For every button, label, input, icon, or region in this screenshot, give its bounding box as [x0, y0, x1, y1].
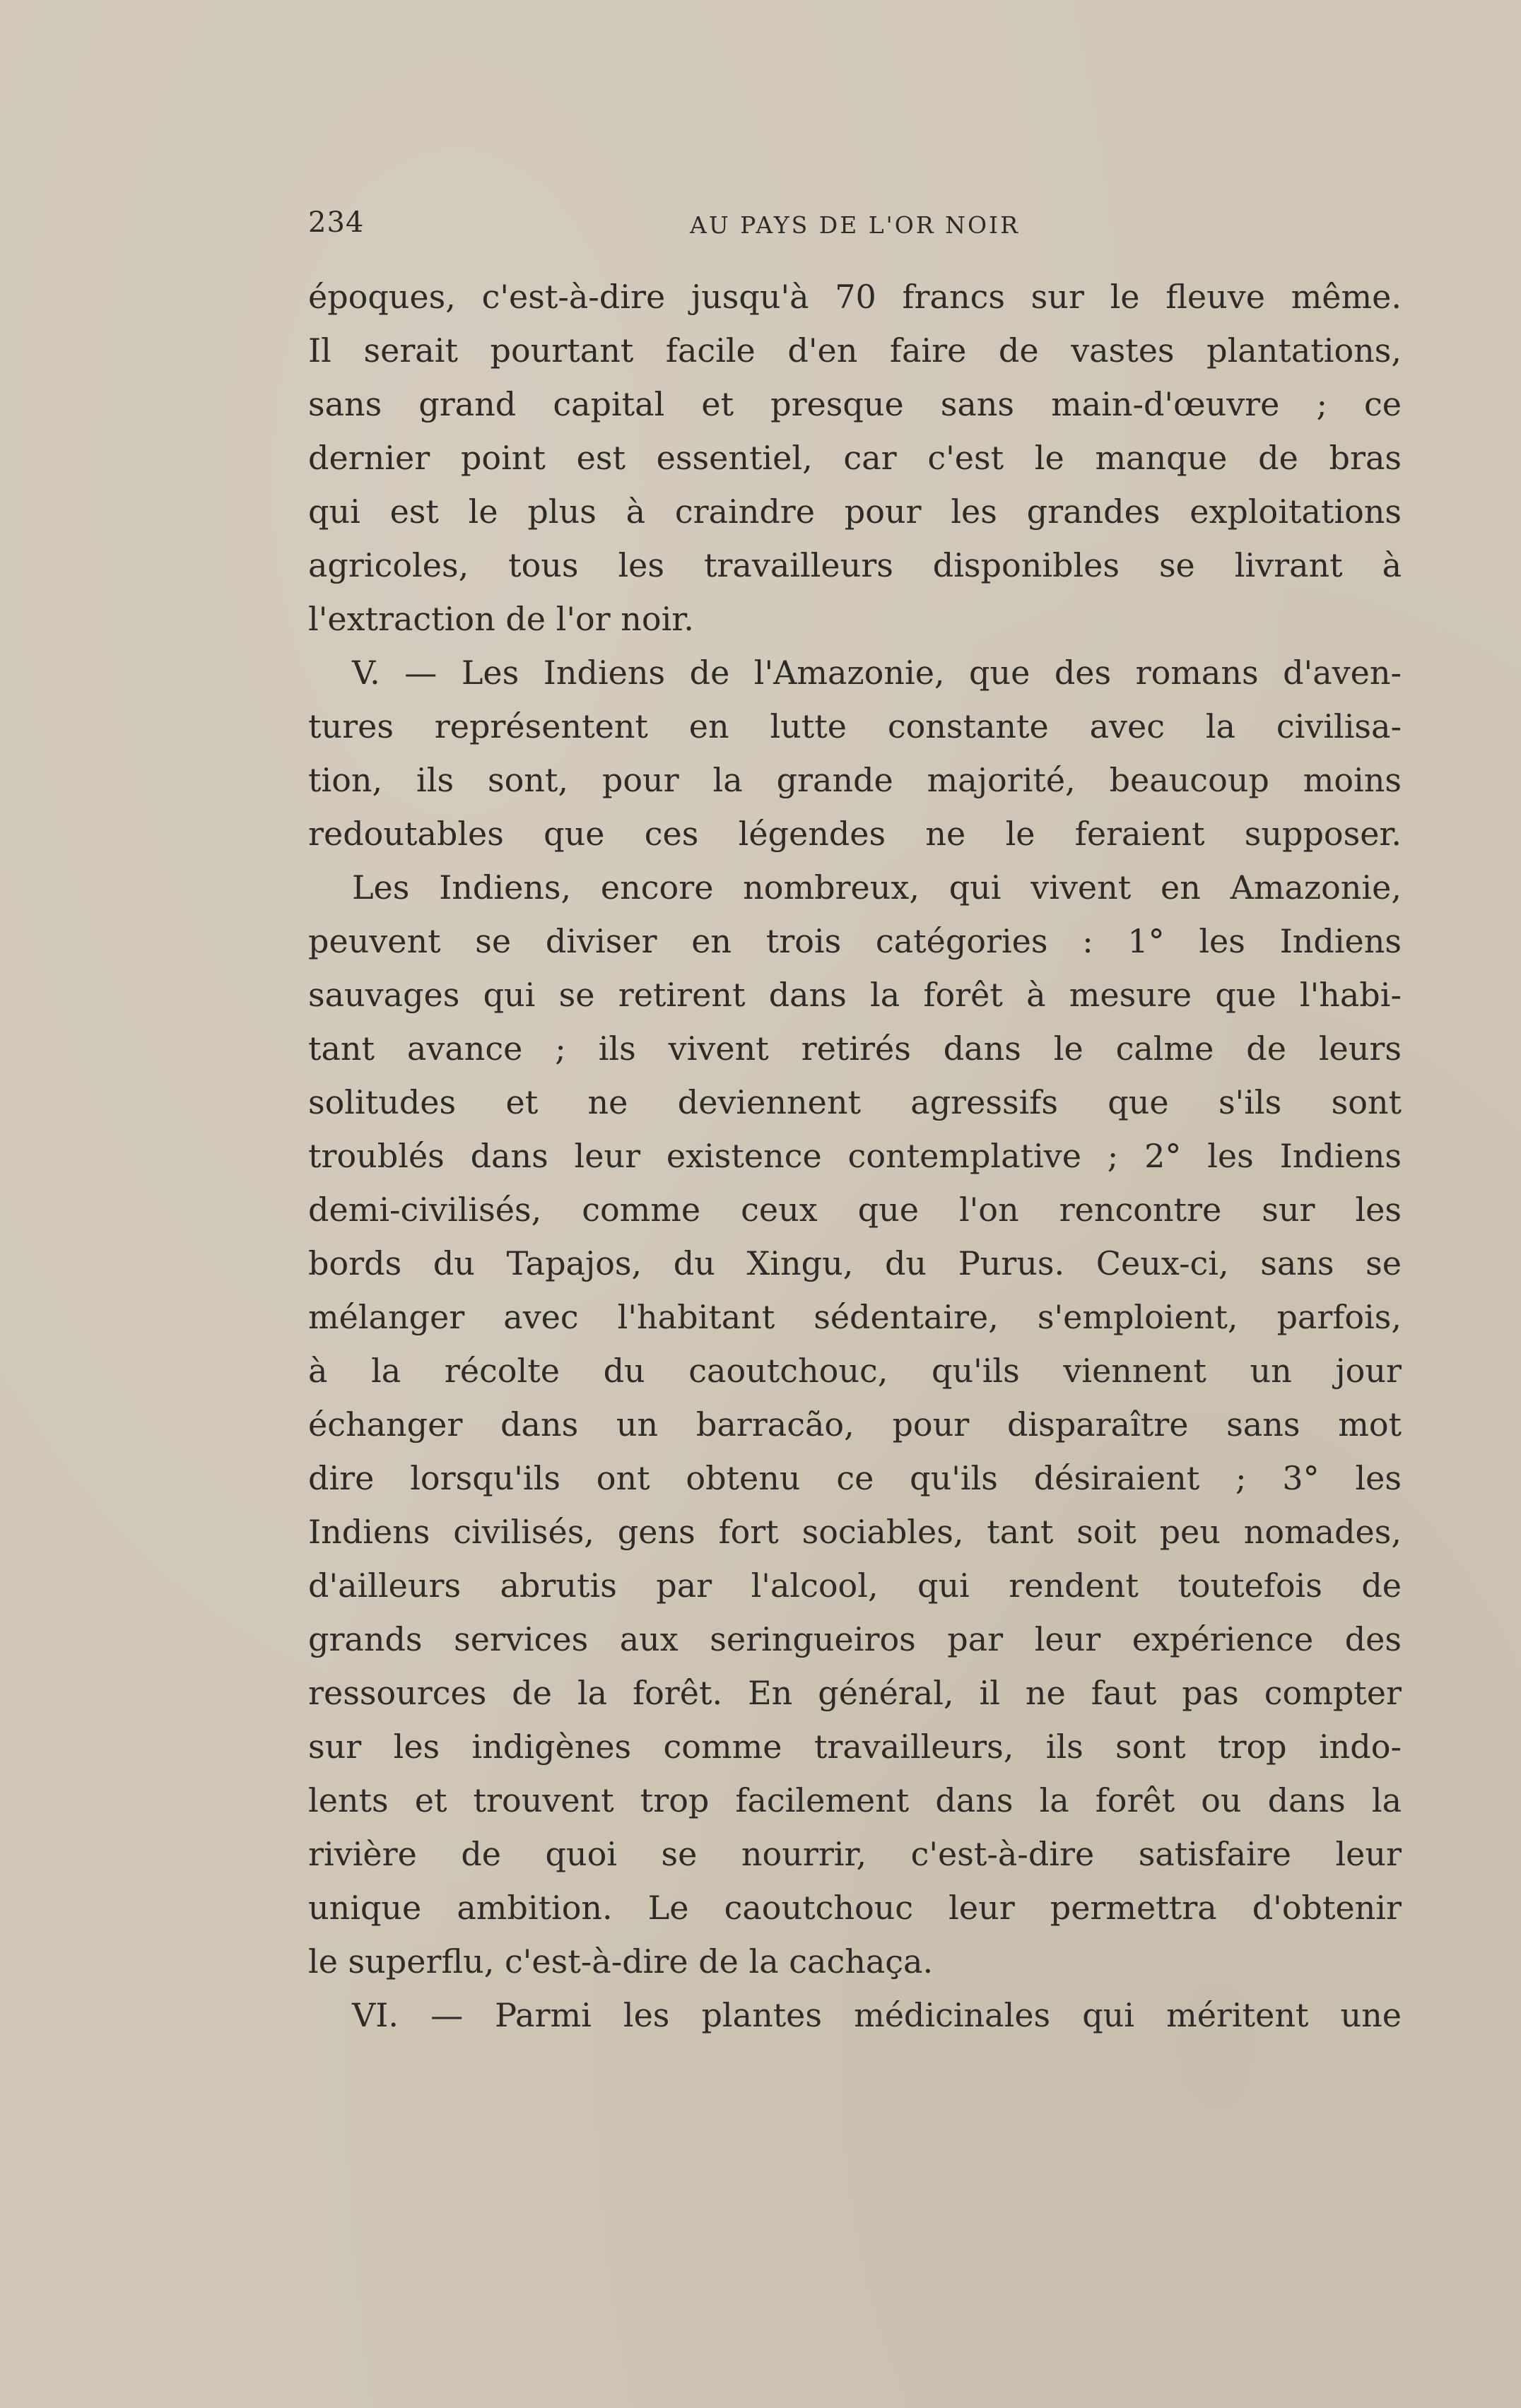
- body-text: [308, 270, 1402, 2042]
- text-line: agricoles, tous les travailleurs disponibles se livrant à: [308, 546, 1402, 584]
- text-line: tion, ils sont, pour la grande majorité, beaucoup moins: [308, 761, 1402, 799]
- text-line: VI. — Parmi les plantes médicinales qui méritent une: [352, 1996, 1402, 2034]
- running-title: AU PAYS DE L'OR NOIR: [690, 211, 1020, 239]
- text-line: Indiens civilisés, gens fort sociables, tant soit peu nomades,: [308, 1513, 1402, 1551]
- text-line: dernier point est essentiel, car c'est le manque de bras: [308, 439, 1402, 477]
- text-line: unique ambition. Le caoutchouc leur permettra d'obtenir: [308, 1889, 1402, 1927]
- text-line: Les Indiens, encore nombreux, qui vivent en Amazonie,: [352, 868, 1402, 907]
- text-line: mélanger avec l'habitant sédentaire, s'emploient, parfois,: [308, 1298, 1402, 1336]
- text-line: sauvages qui se retirent dans la forêt à mesure que l'habi-: [308, 976, 1402, 1014]
- text-line: tures représentent en lutte constante avec la civilisa-: [308, 707, 1402, 745]
- page-number: 234: [308, 206, 365, 239]
- text-line: bords du Tapajos, du Xingu, du Purus. Ceux-ci, sans se: [308, 1244, 1402, 1282]
- text-line: l'extraction de l'or noir.: [308, 600, 694, 638]
- text-line: époques, c'est-à-dire jusqu'à 70 francs sur le fleuve même.: [308, 278, 1402, 316]
- text-line: demi-civilisés, comme ceux que l'on rencontre sur les: [308, 1191, 1402, 1229]
- text-line: redoutables que ces légendes ne le feraient supposer.: [308, 815, 1402, 853]
- text-line: d'ailleurs abrutis par l'alcool, qui rendent toutefois de: [308, 1566, 1402, 1605]
- text-line: à la récolte du caoutchouc, qu'ils viennent un jour: [308, 1352, 1402, 1390]
- text-line: échanger dans un barracão, pour disparaître sans mot: [308, 1405, 1402, 1444]
- text-line: V. — Les Indiens de l'Amazonie, que des romans d'aven-: [352, 654, 1402, 692]
- text-line: ressources de la forêt. En général, il ne faut pas compter: [308, 1674, 1402, 1712]
- text-line: qui est le plus à craindre pour les grandes exploitations: [308, 492, 1402, 531]
- text-line: le superflu, c'est-à-dire de la cachaça.: [308, 1942, 934, 1981]
- page-header: [308, 201, 1402, 244]
- text-line: solitudes et ne deviennent agressifs que s'ils sont: [308, 1083, 1402, 1121]
- text-line: lents et trouvent trop facilement dans la forêt ou dans la: [308, 1781, 1402, 1819]
- text-line: tant avance ; ils vivent retirés dans le calme de leurs: [308, 1029, 1402, 1068]
- text-line: grands services aux seringueiros par leur expérience des: [308, 1620, 1402, 1658]
- text-line: sans grand capital et presque sans main-d'œuvre ; ce: [308, 385, 1402, 423]
- text-line: rivière de quoi se nourrir, c'est-à-dire satisfaire leur: [308, 1835, 1402, 1873]
- text-line: Il serait pourtant facile d'en faire de vastes plantations,: [308, 331, 1402, 370]
- text-line: troublés dans leur existence contemplative ; 2° les Indiens: [308, 1137, 1402, 1175]
- text-line: dire lorsqu'ils ont obtenu ce qu'ils désiraient ; 3° les: [308, 1459, 1402, 1497]
- text-line: sur les indigènes comme travailleurs, ils sont trop indo-: [308, 1728, 1402, 1766]
- text-line: peuvent se diviser en trois catégories : 1° les Indiens: [308, 922, 1402, 960]
